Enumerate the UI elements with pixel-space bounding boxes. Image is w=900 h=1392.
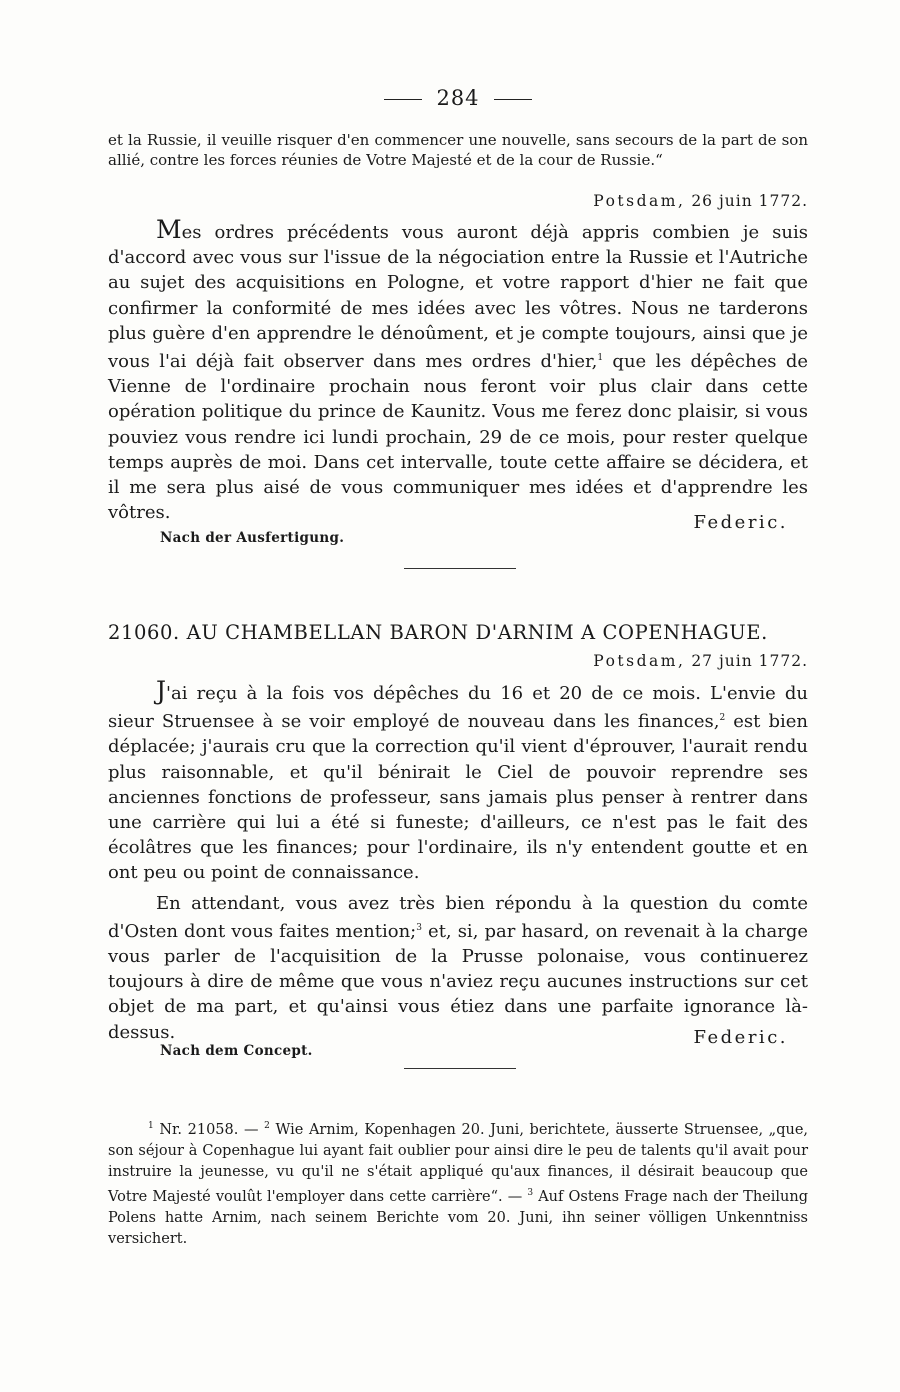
letter2-body: [108, 678, 808, 1045]
letter2-p2-a: En attendant, vous avez très bien répondu à la question du comte d'Osten dont vous faites mention;: [108, 892, 808, 942]
letter2-title: AU CHAMBELLAN BARON D'ARNIM A COPENHAGUE.: [186, 621, 768, 644]
letter1-signature: Federic.: [693, 512, 788, 533]
letter2-p2-b: et, si, par hasard, on revenait à la charge vous parler de l'acquisition de la Prusse polonaise, vous continuerez toujours à dire de même que vous n'aviez reçu aucunes instructions sur cet objet de ma part, et qu'ainsi vous étiez dans une parfaite ignorance là-dessus.: [108, 920, 808, 1043]
separator-rule-2: [404, 1068, 516, 1069]
letter1-dateline: [108, 192, 832, 210]
letter2-heading: [108, 621, 808, 644]
letter2-signature: Federic.: [693, 1027, 788, 1048]
footnote-mark-3: 3: [527, 1187, 534, 1198]
letter1-text-b: que les dépêches de Vienne de l'ordinaire prochain nous feront voir plus clair dans cette opération politique du prince de Kaunitz. Vous me ferez donc plaisir, si vous pouviez vous rendre ici lundi prochain, 29 de ce mois, pour rester quelque temps auprès de moi. Dans cet intervalle, toute cette affaire se décidera, et il me sera plus aisé de vous communiquer mes idées et d'apprendre les vôtres.: [108, 351, 808, 524]
footnote-ref-3: 3: [416, 922, 422, 933]
footnote-ref-1: 1: [597, 353, 604, 364]
header-dash-right: [494, 99, 532, 100]
footnote-mark-1: 1: [148, 1121, 154, 1131]
footnotes: [108, 1116, 808, 1250]
letter1-initial: M: [156, 215, 182, 244]
letter2-paragraph-2: [108, 891, 808, 1045]
continuation-text: et la Russie, il veuille risquer d'en commencer une nouvelle, sans secours de la part de son allié, contre les forces réunies de Votre Majesté et de la cour de Russie.“: [108, 131, 808, 169]
footnote-text-3: Auf Ostens Frage nach der Theilung Polens hatte Arnim, nach seinem Berichte vom 20. Juni, ihn seiner völligen Unkenntniss versichert.: [108, 1188, 808, 1247]
page-number: 284: [436, 86, 480, 110]
letter2-date: 27 juin 1772.: [691, 652, 808, 670]
letter2-source-note: Nach dem Concept.: [160, 1043, 313, 1059]
footnote-text-1: Nr. 21058. —: [153, 1121, 265, 1138]
letter1-body: [108, 217, 808, 525]
letter2-dateline: [108, 652, 832, 670]
page-header: [108, 86, 808, 110]
footnote-mark-2: 2: [264, 1121, 270, 1131]
letter1-date: 26 juin 1772.: [691, 192, 808, 210]
letter1-text-a: es ordres précédents vous auront déjà appris combien je suis d'accord avec vous sur l'issue de la négociation entre la Russie et l'Autriche au sujet des acquisitions en Pologne, et votre rapport d'hier ne fait que confirmer la conformité de mes idées avec les vôtres. Nous ne tarderons plus guère d'en apprendre le dénoûment, et je compte toujours, ainsi que je vous l'ai déjà fait observer dans mes ordres d'hier,: [108, 222, 808, 373]
footnote-text-2: Wie Arnim, Kopenhagen 20. Juni, berichtete, äusserte Struensee, „que, son séjour à Copenhague lui ayant fait oublier pour ainsi dire le peu de talents qu'il avait pour instruire la jeunesse, vu qu'il ne s'était appliqué qu'aux finances, il désirait beaucoup que Votre Majesté voulût l'employer dans cette carrière“. —: [108, 1121, 809, 1205]
letter2-p1-b: est bien déplacée; j'aurais cru que la correction qu'il vient d'éprouver, l'aurait rendu plus raisonnable, et qu'il bénirait le Ciel de pouvoir reprendre ses anciennes fonctions de professeur, sans jamais plus penser à rentrer dans une carrière qui lui a été si funeste; d'ailleurs, ce n'est pas le fait des écolâtres que les finances; pour l'ordinaire, ils n'y entendent goutte et en ont peu ou point de connaissance.: [108, 711, 808, 884]
letter2-initial: J: [156, 676, 167, 705]
letter2-p1-a: 'ai reçu à la fois vos dépêches du 16 et 20 de ce mois. L'envie du sieur Struensee à se voir employé de nouveau dans les finances,: [108, 683, 808, 733]
letter2-place: Potsdam,: [593, 652, 686, 670]
letter2-number: 21060.: [108, 621, 180, 644]
letter2-paragraph-1: [108, 678, 808, 886]
separator-rule: [404, 568, 516, 569]
letter1-source-note: Nach der Ausfertigung.: [160, 530, 345, 546]
footnote-ref-2: 2: [719, 713, 726, 724]
letter1-place: Potsdam,: [593, 192, 686, 210]
header-dash-left: [384, 99, 422, 100]
